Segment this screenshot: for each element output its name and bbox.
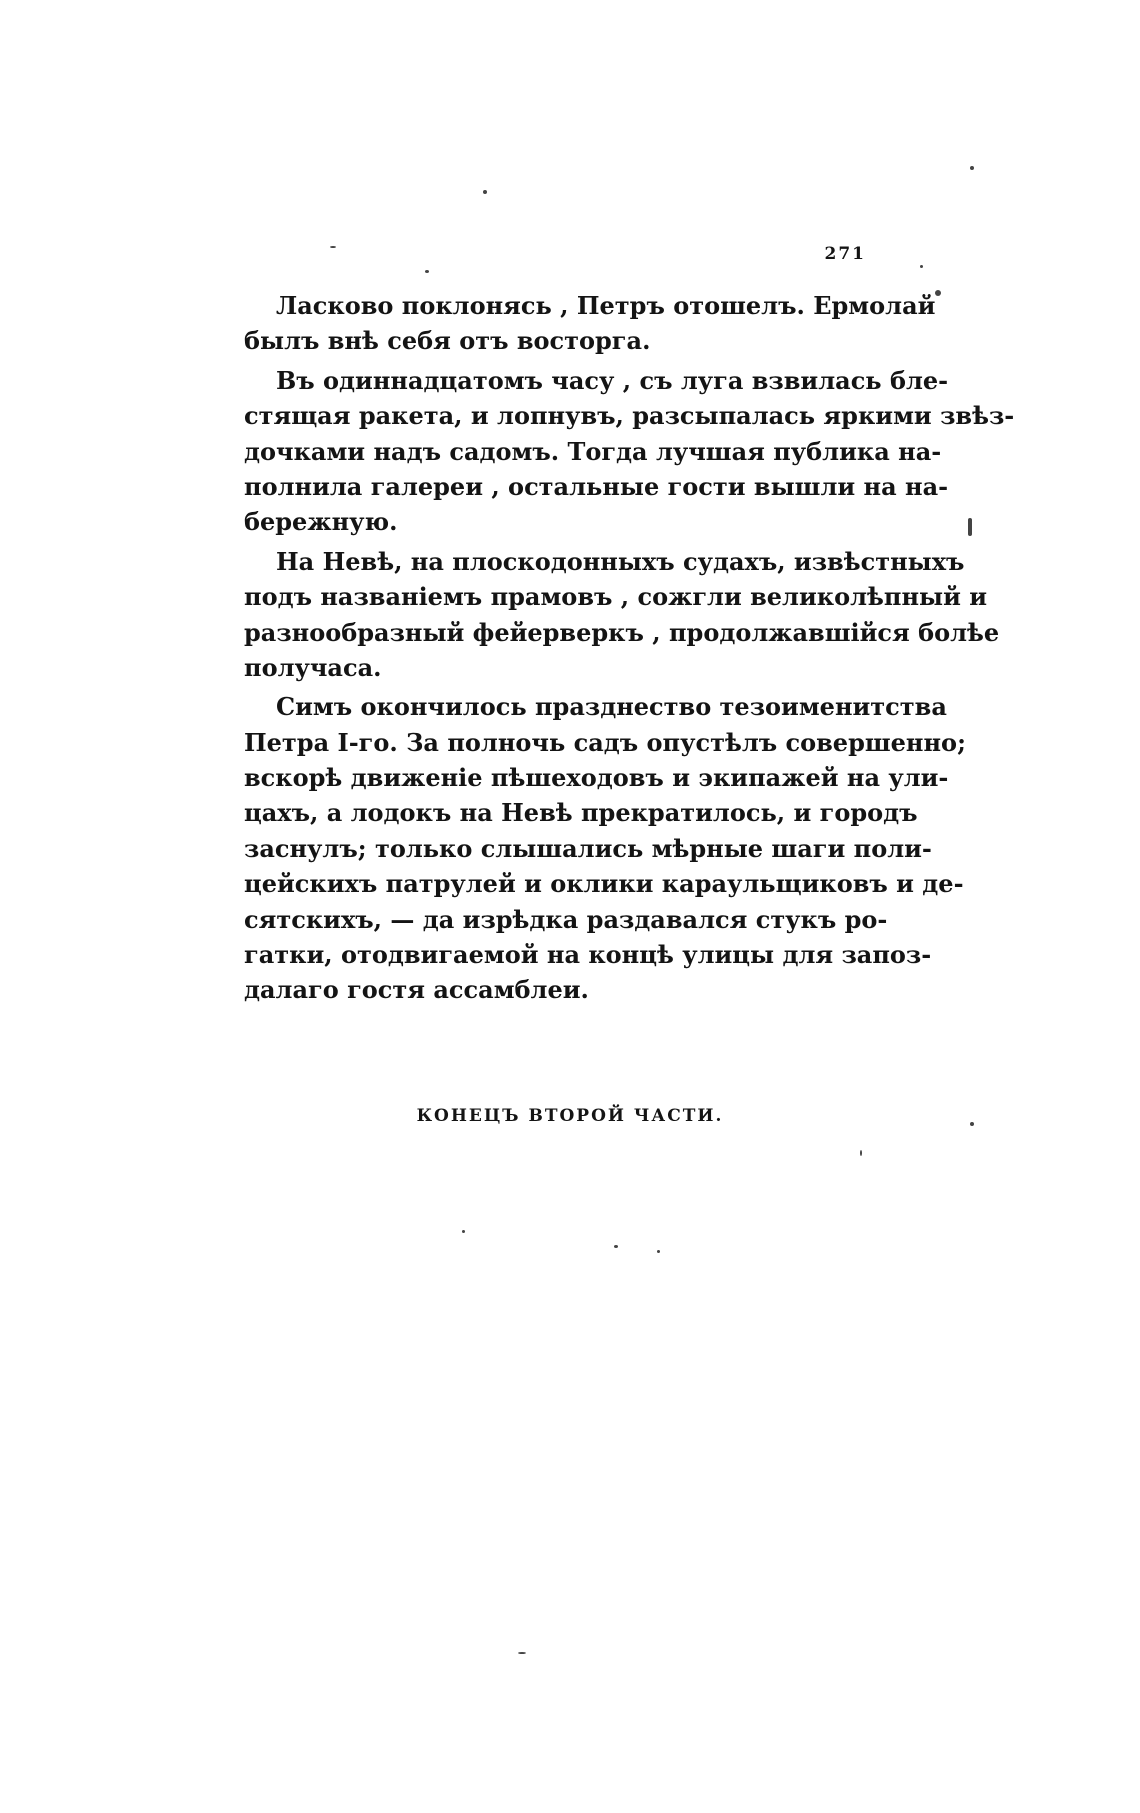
scan-speck [657,1250,660,1253]
scan-speck [860,1150,862,1156]
text-line: сятскихъ, — да изрѣдка раздавался стукъ ро- [244,904,888,934]
paragraph-2 [244,363,1015,540]
scan-speck [970,1122,974,1126]
scan-speck [920,265,923,268]
page-number: 271 [824,244,866,264]
text-line: вскорѣ движеніе пѣшеходовъ и экипажей на ули- [244,763,949,793]
text-line: цейскихъ патрулей и оклики караульщиковъ и де- [244,869,964,899]
text-line: заснулъ; только слышались мѣрные шаги поли- [244,833,932,863]
scan-speck [935,290,941,296]
text-line: На Невѣ, на плоскодонныхъ судахъ, извѣстныхъ [276,546,965,576]
text-line: разнообразный фейерверкъ , продолжавшійся болѣе [244,617,1000,647]
scan-speck [518,1652,526,1654]
scan-speck [968,518,972,536]
body-text [244,288,1015,1008]
text-line: далаго гостя ассамблеи. [244,975,589,1005]
scan-speck [970,166,974,170]
paragraph-4 [244,689,966,1008]
scan-speck [425,270,429,273]
text-line: получаса. [244,652,382,682]
text-line: Петра I-го. За полночь садъ опустѣлъ совершенно; [244,727,966,757]
text-line: Симъ окончилось празднество тезоименитства [276,692,947,722]
scan-speck [483,190,487,194]
scan-speck [330,246,336,248]
text-line: Ласково поклонясь , Петръ отошелъ. Ермолай [276,291,936,320]
scan-speck [462,1230,465,1233]
text-line: Въ одиннадцатомъ часу , съ луга взвилась бле- [276,365,949,395]
text-line: стящая ракета, и лопнувъ, разсыпалась яркими звѣз- [244,401,1015,431]
end-of-part-heading: КОНЕЦЪ ВТОРОЙ ЧАСТИ. [416,1106,724,1126]
text-line: бережную. [244,507,398,537]
text-line: дочками надъ садомъ. Тогда лучшая публика на- [244,436,942,466]
text-line: былъ внѣ себя отъ восторга. [244,326,651,356]
text-line: гатки, отодвигаемой на концѣ улицы для запоз- [244,940,932,970]
paragraph-1 [244,288,936,359]
text-line: полнила галереи , остальные гости вышли на на- [244,471,949,501]
text-line: цахъ, а лодокъ на Невѣ прекратилось, и городъ [244,798,918,828]
scan-speck [614,1245,618,1248]
paragraph-3 [244,544,1000,686]
text-line: подъ названіемъ прамовъ , сожгли великолѣпный и [244,582,988,612]
